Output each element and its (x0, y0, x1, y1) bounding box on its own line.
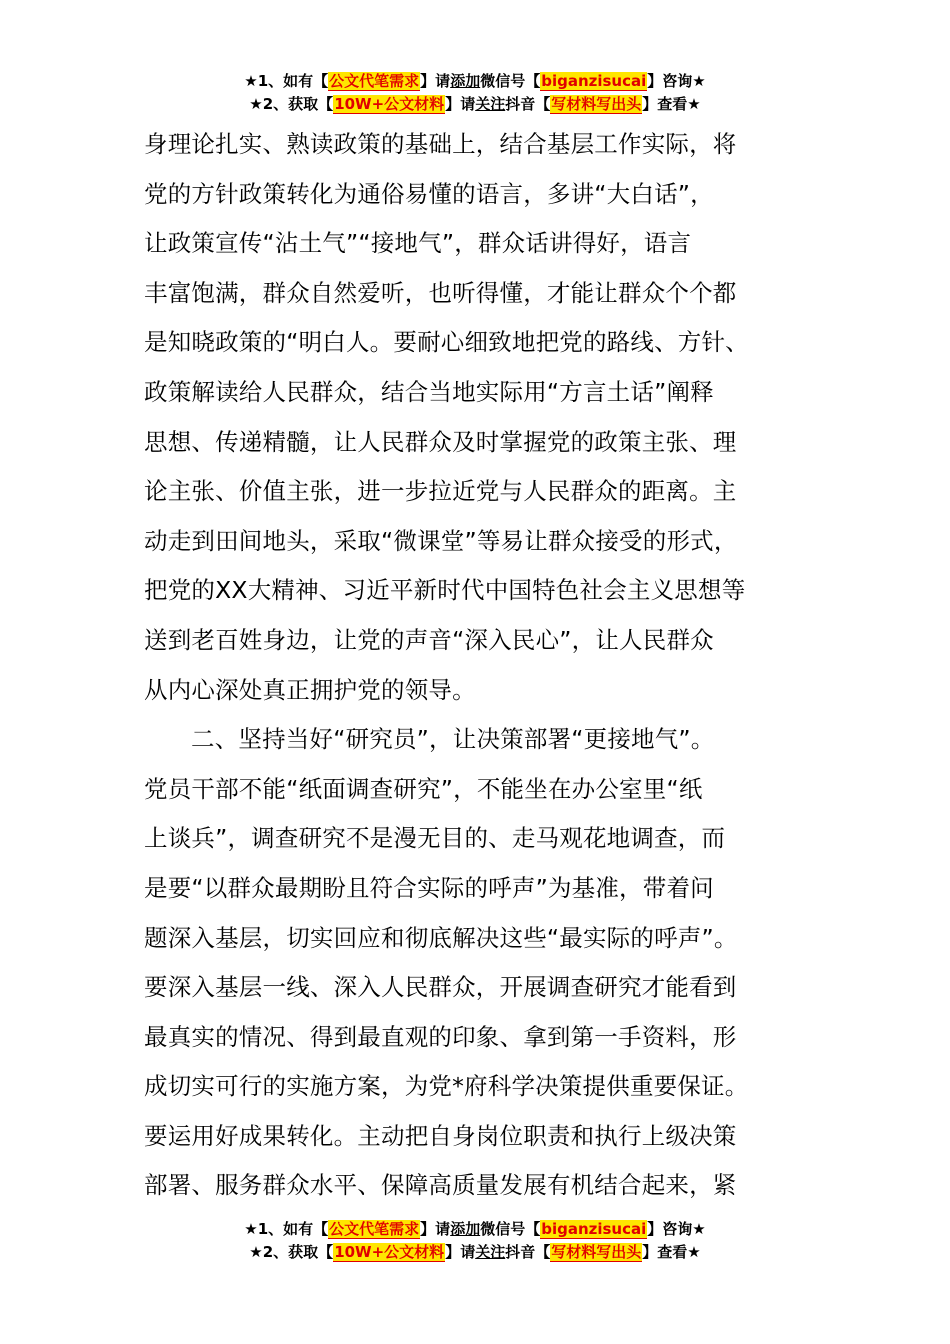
banner-line-2: ★2、获取【10W+公文材料】请关注抖音【写材料写出头】查看★ (249, 95, 701, 113)
body-line: 送到老百姓身边，让党的声音“深入民心”，让人民群众 (144, 625, 714, 654)
body-line: 从内心深处真正拥护党的领导。 (144, 675, 476, 704)
body-line: 论主张、价值主张，进一步拉近党与人民群众的距离。主 (144, 477, 737, 506)
banner-line-1: ★1、如有【公文代笔需求】请添加微信号【biganzisucai】咨询★ (244, 1220, 706, 1238)
body-line: 是知晓政策的“明白人。要耐心细致地把党的路线、方针、 (144, 328, 749, 357)
document-body (144, 120, 814, 1211)
highlight-service: 公文代笔需求 (329, 1220, 420, 1238)
body-line: 部署、服务群众水平、保障高质量发展有机结合起来，紧 (144, 1171, 737, 1200)
body-line: 最真实的情况、得到最直观的印象、拿到第一手资料，形 (144, 1022, 737, 1051)
body-line: 题深入基层，切实回应和彻底解决这些“最实际的呼声”。 (144, 923, 738, 952)
highlight-douyin: 写材料写出头 (551, 95, 642, 113)
body-line: 是要“以群众最期盼且符合实际的呼声”为基准，带着问 (144, 873, 714, 902)
body-line: 思想、传递精髓，让人民群众及时掌握党的政策主张、理 (144, 427, 737, 456)
highlight-materials: 10W+公文材料 (334, 1243, 445, 1261)
highlight-service: 公文代笔需求 (329, 72, 420, 90)
body-line: 要运用好成果转化。主动把自身岗位职责和执行上级决策 (144, 1121, 737, 1150)
body-line: 丰富饱满，群众自然爱听，也听得懂，才能让群众个个都 (144, 278, 737, 307)
body-line: 政策解读给人民群众，结合当地实际用“方言土话”阐释 (144, 377, 714, 406)
footer-banner (0, 1218, 950, 1264)
section-heading: 二、坚持当好“研究员”，让决策部署“更接地气”。 (191, 725, 715, 754)
banner-line-2: ★2、获取【10W+公文材料】请关注抖音【写材料写出头】查看★ (249, 1243, 701, 1261)
highlight-wechat-id: biganzisucai (541, 1220, 647, 1238)
highlight-materials: 10W+公文材料 (334, 95, 445, 113)
body-line: 动走到田间地头，采取“微课堂”等易让群众接受的形式， (144, 526, 738, 555)
body-line: 让政策宣传“沾土气”“接地气”，群众话讲得好，语言 (144, 229, 692, 258)
body-line: 党员干部不能“纸面调查研究”，不能坐在办公室里“纸 (144, 774, 703, 803)
body-line: 要深入基层一线、深入人民群众，开展调查研究才能看到 (144, 973, 737, 1002)
header-banner (0, 70, 950, 116)
body-line: 身理论扎实、熟读政策的基础上，结合基层工作实际，将 (144, 130, 737, 158)
body-line: 上谈兵”，调查研究不是漫无目的、走马观花地调查，而 (144, 824, 726, 853)
banner-line-1: ★1、如有【公文代笔需求】请添加微信号【biganzisucai】咨询★ (244, 72, 706, 90)
body-line: 党的方针政策转化为通俗易懂的语言，多讲“大白话”， (144, 179, 714, 208)
highlight-wechat-id: biganzisucai (541, 72, 647, 90)
body-line: 成切实可行的实施方案，为党*府科学决策提供重要保证。 (144, 1072, 749, 1101)
highlight-douyin: 写材料写出头 (551, 1243, 642, 1261)
body-line: 把党的XX大精神、习近平新时代中国特色社会主义思想等 (144, 576, 746, 605)
